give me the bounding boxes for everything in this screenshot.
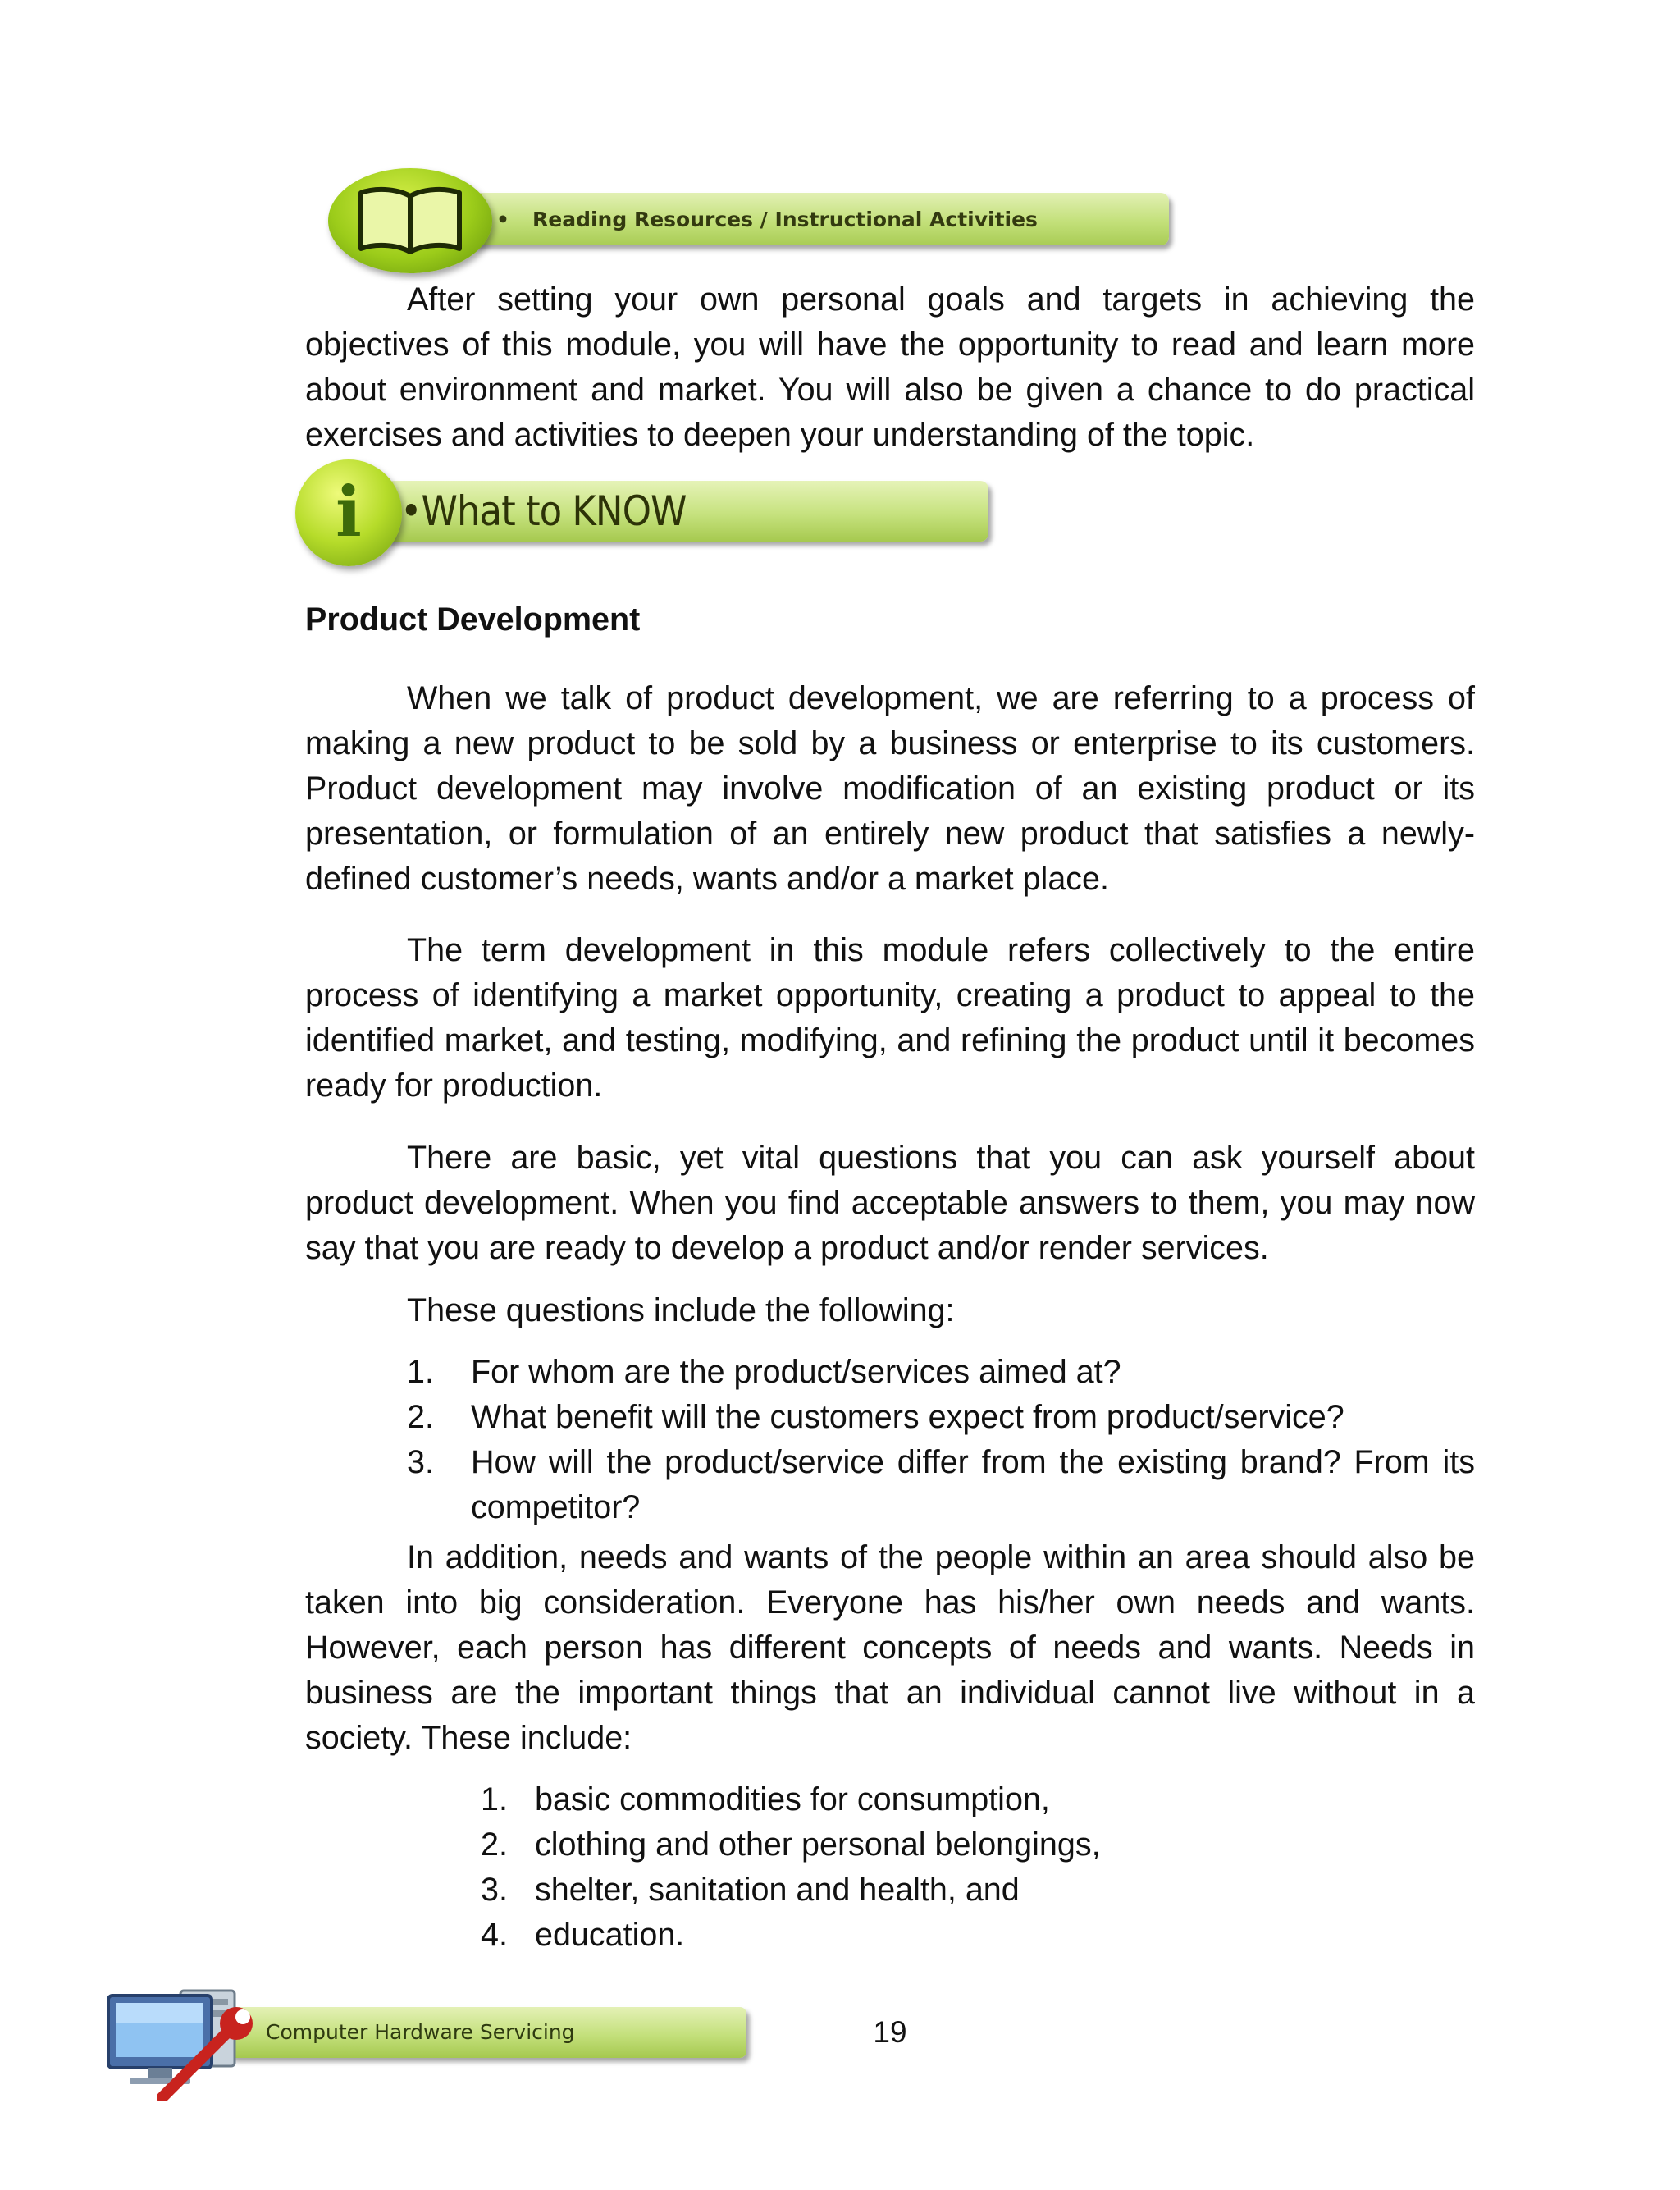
questions-list	[407, 1350, 1475, 1530]
info-icon	[295, 459, 402, 566]
list-text: shelter, sanitation and health, and	[535, 1872, 1020, 1908]
list-number: 1.	[407, 1354, 434, 1390]
what-to-know-banner	[295, 458, 705, 573]
list-item	[481, 1913, 1301, 1958]
course-label: Computer Hardware Servicing	[266, 2020, 575, 2044]
questions-lead: These questions include the following:	[407, 1292, 955, 1328]
list-item	[407, 1440, 1475, 1530]
list-text: What benefit will the customers expect from product/service?	[471, 1399, 1344, 1435]
list-number: 2.	[481, 1827, 508, 1863]
reading-resources-label	[496, 200, 1038, 240]
list-text: education.	[535, 1917, 685, 1953]
list-number: 1.	[481, 1781, 508, 1817]
list-number: 3.	[407, 1444, 434, 1480]
body-paragraph: When we talk of product development, we are referring to a process of making a new product to be sold by a business or enterprise to its customers. Product development may involve modification of an existing product or its presentation, or formulation of an entirely new product that satisfies a newly-defined customer’s needs, wants and/or a market place.	[305, 680, 1475, 897]
info-letter: i	[336, 471, 362, 552]
intro-paragraph: After setting your own personal goals and targets in achieving the objectives of this module, you will have the opportunity to read and learn more about environment and market. You will also be given a chance to do practical exercises and activities to deepen your understanding of the topic.	[305, 281, 1475, 453]
list-text: How will the product/service differ from the existing brand? From its competitor?	[471, 1444, 1475, 1525]
what-to-know-title: •What to KNOW	[400, 487, 687, 535]
body-paragraph: The term development in this module refers collectively to the entire process of identifying a market opportunity, creating a product to appeal to the identified market, and testing, modifying, and refining the product until it becomes ready for production.	[305, 932, 1475, 1104]
list-number: 2.	[407, 1399, 434, 1435]
reading-resources-title: Reading Resources / Instructional Activities	[532, 208, 1038, 231]
list-text: For whom are the product/services aimed at?	[471, 1354, 1121, 1390]
list-item	[407, 1350, 1475, 1395]
section-heading: Product Development	[305, 601, 641, 638]
list-item	[481, 1777, 1301, 1822]
book-icon	[328, 168, 492, 273]
wrench-icon	[105, 1986, 269, 2101]
list-text: basic commodities for consumption,	[535, 1781, 1050, 1817]
reading-resources-bullet: •	[496, 208, 509, 231]
reading-resources-banner	[328, 168, 1173, 283]
page-number: 19	[873, 2015, 907, 2049]
course-footer-logo	[105, 1986, 663, 2101]
list-item	[481, 1822, 1301, 1868]
list-text: clothing and other personal belongings,	[535, 1827, 1101, 1863]
list-number: 3.	[481, 1872, 508, 1908]
needs-list	[481, 1777, 1301, 1958]
body-paragraph: There are basic, yet vital questions that you can ask yourself about product development. When you find acceptable answers to them, you may now say that you are ready to develop a product and/or render services.	[305, 1140, 1475, 1266]
list-item	[481, 1868, 1301, 1913]
needs-paragraph: In addition, needs and wants of the people within an area should also be taken into big consideration. Everyone has his/her own needs and wants. However, each person has different concepts of needs and wants. Needs in business are the important things that an individual cannot live without in a society. These include:	[305, 1539, 1475, 1756]
list-item	[407, 1395, 1475, 1440]
list-number: 4.	[481, 1917, 508, 1953]
